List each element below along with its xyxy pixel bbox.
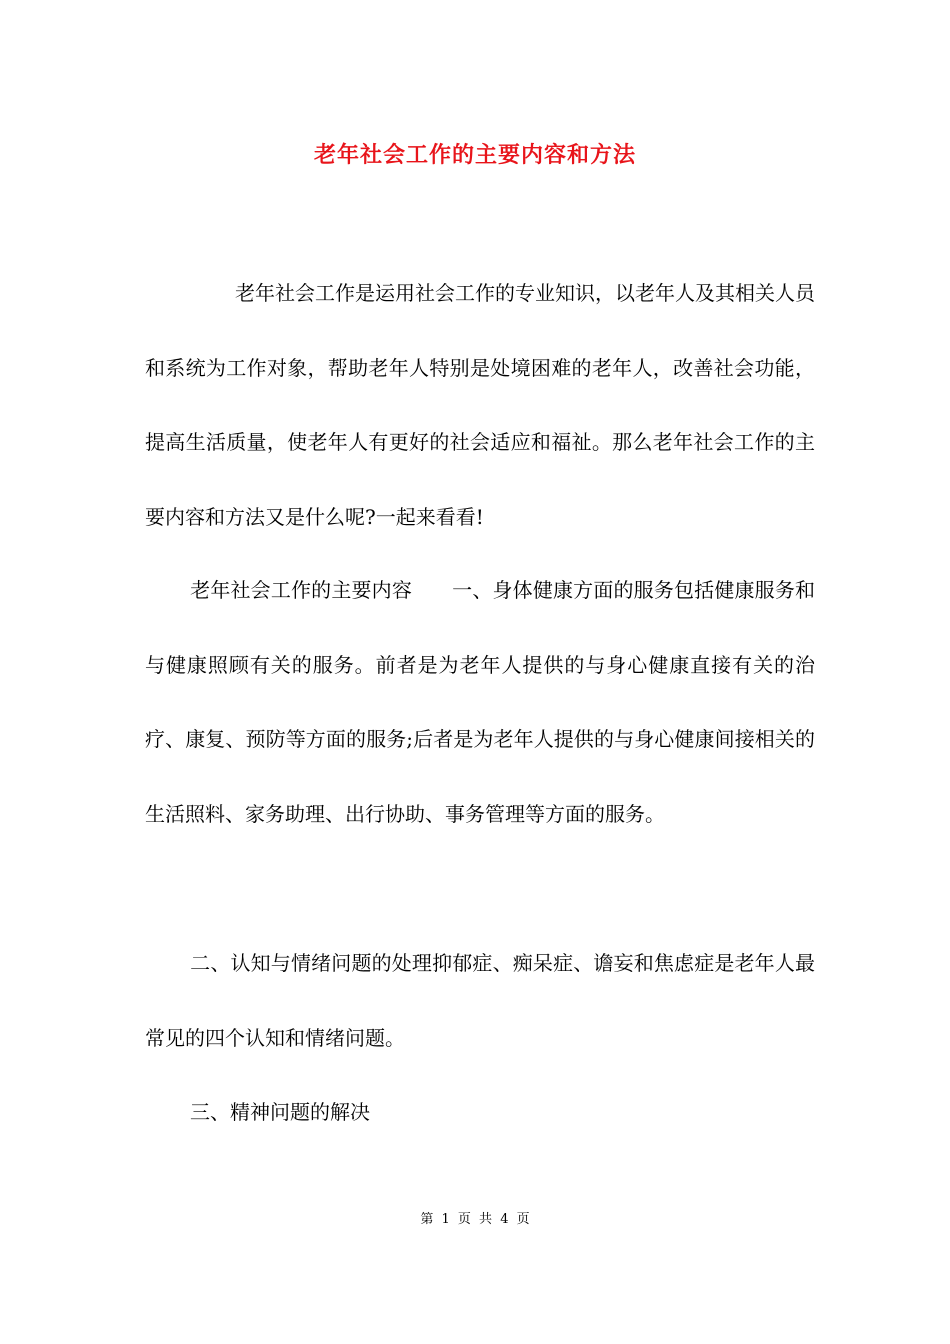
paragraph-cognition-text: 二、认知与情绪问题的处理抑郁症、痴呆症、谵妄和焦虑症是老年人最常见的四个认知和情绪问题。 [145, 951, 815, 1050]
paragraph-intro [145, 256, 815, 554]
document-title: 老年社会工作的主要内容和方法 [313, 142, 636, 168]
section-heading-main-content: 老年社会工作的主要内容 [190, 578, 412, 602]
paragraph-intro-text: 老年社会工作是运用社会工作的专业知识，以老年人及其相关人员和系统为工作对象，帮助老年人特别是处境困难的老年人，改善社会功能，提高生活质量，使老年人有更好的社会适应和福祉。那么老年社会工作的主要内容和方法又是什么呢?一起来看看! [145, 281, 815, 529]
paragraph-mental-text: 三、精神问题的解决 [190, 1100, 370, 1124]
paragraph-mental [145, 1075, 815, 1150]
paragraph-main-content [145, 553, 815, 851]
page-footer: 第 1 页 共 4 页 [420, 1212, 530, 1227]
paragraph-physical-health-text: 一、身体健康方面的服务包括健康服务和与健康照顾有关的服务。前者是为老年人提供的与身心健康直接有关的治疗、康复、预防等方面的服务;后者是为老年人提供的与身心健康间接相关的生活照料、家务助理、出行协助、事务管理等方面的服务。 [145, 578, 815, 826]
paragraph-cognition [145, 926, 815, 1075]
